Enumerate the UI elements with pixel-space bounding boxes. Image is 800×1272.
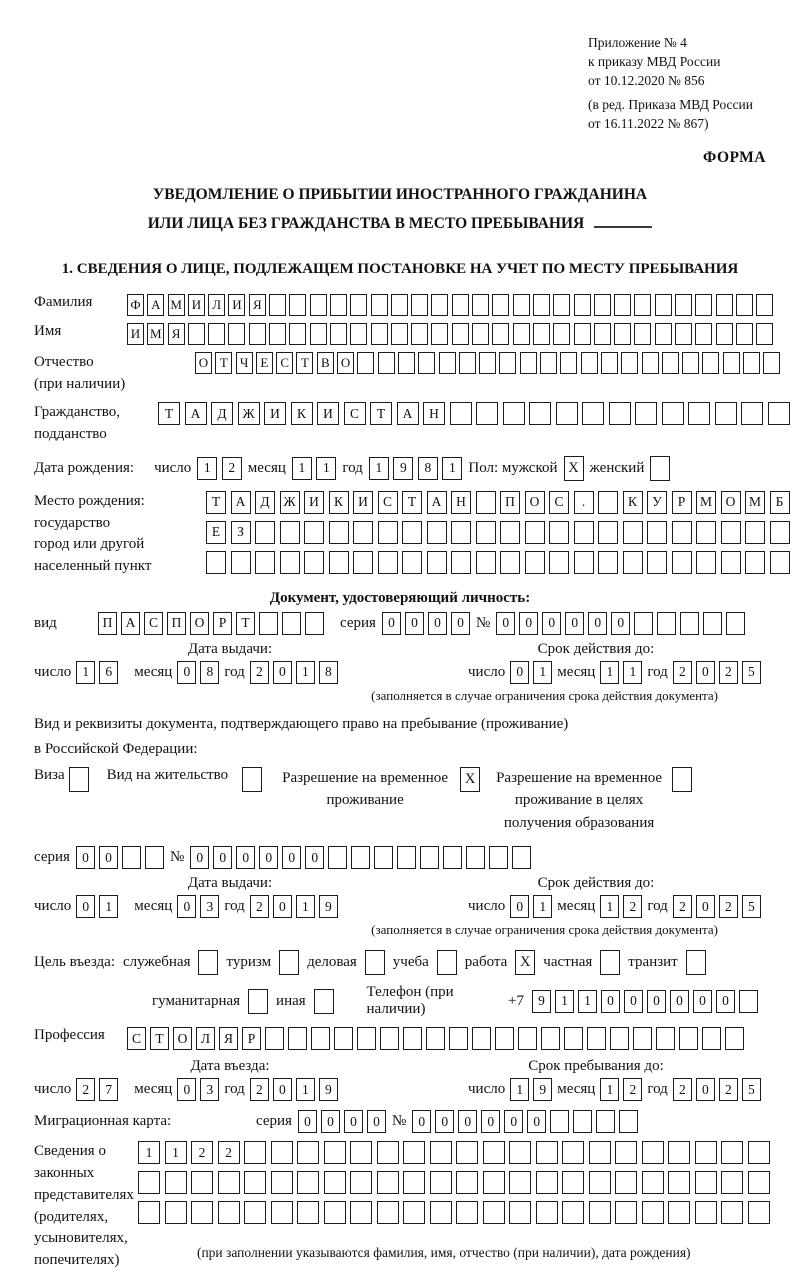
appendix-reference [588, 34, 766, 133]
issue-date-header: Дата выдачи: [187, 875, 273, 892]
day-label: число [34, 663, 72, 680]
stay-month-boxes[interactable]: 1 2 [600, 1078, 642, 1101]
permit-title [34, 712, 766, 763]
doc-number-boxes[interactable]: 0 0 0 0 0 0 [496, 612, 745, 635]
entry-day-boxes[interactable]: 2 7 [76, 1078, 118, 1101]
patronymic-boxes[interactable]: О Т Ч Е С Т В О [195, 352, 780, 374]
residence-permit-label: Вид на жительство [106, 766, 229, 783]
year-label: год [647, 663, 668, 680]
stay-year-boxes[interactable]: 2 0 2 5 [673, 1078, 761, 1101]
visa-checkbox[interactable] [69, 767, 89, 792]
surname-boxes[interactable]: Ф А М И Л И Я [127, 294, 773, 316]
birthplace-label-line1: Место рождения: [34, 492, 145, 509]
title-blank-line [594, 211, 652, 229]
issue-date-header: Дата выдачи: [187, 640, 273, 657]
purpose-work-checkbox[interactable]: X [515, 950, 535, 975]
temp-residence-edu-label-line1: Разрешение на временное [496, 769, 663, 786]
form-title-line2: ИЛИ ЛИЦА БЕЗ ГРАЖДАНСТВА В МЕСТО ПРЕБЫВАНИЯ [147, 215, 585, 233]
migcard-series-boxes[interactable]: 0 0 0 0 [298, 1110, 386, 1133]
appendix-line: от 10.12.2020 № 856 [588, 72, 705, 88]
profession-boxes[interactable]: С Т О Л Я Р [127, 1027, 744, 1050]
month-label: месяц [557, 663, 596, 680]
purpose-work-label: работа [464, 954, 508, 971]
sex-female-label: женский [589, 459, 645, 476]
day-label: число [468, 663, 506, 680]
valid-until-header: Срок действия до: [537, 875, 655, 892]
month-label: месяц [134, 1081, 173, 1098]
purpose-other-label: иная [276, 992, 306, 1009]
year-label: год [647, 898, 668, 915]
stay-until-header: Срок пребывания до: [528, 1058, 664, 1075]
purpose-study-checkbox[interactable] [437, 950, 457, 975]
temp-residence-checkbox[interactable]: X [460, 767, 480, 792]
birthplace-boxes-group [206, 491, 790, 581]
birthplace-row3-boxes[interactable] [206, 551, 790, 574]
purpose-business-label: деловая [307, 954, 357, 971]
profession-label: Профессия [34, 1027, 105, 1044]
birth-year-boxes[interactable]: 1 9 8 1 [369, 457, 463, 480]
forma-label: ФОРМА [702, 149, 766, 167]
day-label: число [468, 1081, 506, 1098]
citizenship-label-line2: подданство [34, 426, 107, 443]
stay-day-boxes[interactable]: 1 9 [510, 1078, 552, 1101]
migcard-number-label: № [391, 1113, 407, 1130]
doc-valid-month-boxes[interactable]: 1 1 [600, 661, 642, 684]
temp-residence-edu-label-line2: проживание в целях [514, 792, 644, 809]
legal-reps-label-line3: представителях [34, 1186, 134, 1203]
birthplace-label-line4: населенный пункт [34, 558, 152, 575]
temp-residence-edu-checkbox[interactable] [672, 767, 692, 792]
year-label: год [224, 663, 245, 680]
permit-series-label: серия [34, 849, 70, 866]
purpose-humanitarian-label: гуманитарная [152, 992, 241, 1009]
temp-residence-option [282, 767, 480, 812]
doc-valid-block [426, 641, 766, 684]
appendix-line: (в ред. Приказа МВД России [588, 96, 753, 112]
residence-permit-option [107, 767, 262, 792]
permit-valid-day-boxes[interactable]: 0 1 [510, 895, 552, 918]
birth-month-boxes[interactable]: 1 1 [292, 457, 337, 480]
entry-year-boxes[interactable]: 2 0 1 9 [250, 1078, 338, 1101]
doc-number-label: № [475, 614, 491, 631]
doc-issue-day-boxes[interactable]: 1 6 [76, 661, 118, 684]
entry-date-header: Дата въезда: [190, 1058, 270, 1075]
doc-issue-block [34, 641, 426, 684]
day-label: число [154, 459, 192, 476]
permit-number-label: № [169, 849, 185, 866]
month-label: месяц [134, 898, 173, 915]
appendix-line: от 16.11.2022 № 867) [588, 115, 709, 131]
birthplace-row1-boxes[interactable]: Т А Д Ж И К И С Т А Н П О С . К У Р М О М Б [206, 491, 790, 514]
purpose-study-label: учеба [392, 954, 429, 971]
doc-type-boxes[interactable]: П А С П О Р Т [98, 612, 324, 635]
year-label: год [224, 1081, 245, 1098]
migcard-number-boxes[interactable]: 0 0 0 0 0 0 [412, 1110, 638, 1133]
purpose-transit-checkbox[interactable] [686, 950, 706, 975]
entry-month-boxes[interactable]: 0 3 [177, 1078, 219, 1101]
birth-day-boxes[interactable]: 1 2 [197, 457, 242, 480]
legal-reps-boxes-group [138, 1141, 770, 1261]
permit-title-line1: Вид и реквизиты документа, подтверждающего право на пребывание (проживание) [34, 715, 569, 732]
permit-issue-month-boxes[interactable]: 0 3 [177, 895, 219, 918]
appendix-line: Приложение № 4 [588, 35, 687, 50]
birthplace-label-line2: государство [34, 514, 111, 531]
phone-prefix: +7 [508, 992, 525, 1009]
permit-title-line2: в Российской Федерации: [34, 741, 198, 758]
month-label: месяц [557, 898, 596, 915]
section1-heading: 1. СВЕДЕНИЯ О ЛИЦЕ, ПОДЛЕЖАЩЕМ ПОСТАНОВКЕ НА УЧЕТ ПО МЕСТУ ПРЕБЫВАНИЯ [61, 260, 739, 277]
sex-male-checkbox[interactable]: X [564, 456, 584, 481]
purpose-official-checkbox[interactable] [198, 950, 218, 975]
appendix-line: к приказу МВД России [588, 53, 721, 69]
month-label: месяц [134, 663, 173, 680]
patronymic-label-line1: Отчество [34, 353, 94, 370]
form-title-line1: УВЕДОМЛЕНИЕ О ПРИБЫТИИ ИНОСТРАННОГО ГРАЖДАНИНА [152, 186, 648, 204]
year-label: год [647, 1081, 668, 1098]
legal-reps-label-line2: законных [34, 1165, 95, 1182]
purpose-official-label: служебная [122, 954, 191, 971]
doc-series-label: серия [340, 614, 376, 631]
purpose-tourism-label: туризм [226, 954, 272, 971]
birthplace-row2-boxes[interactable]: Е З [206, 521, 790, 544]
doc-valid-day-boxes[interactable]: 0 1 [510, 661, 552, 684]
patronymic-label-line2: (при наличии) [34, 375, 126, 392]
purpose-private-checkbox[interactable] [600, 950, 620, 975]
name-boxes[interactable]: И М Я [127, 323, 773, 345]
permit-issue-year-boxes[interactable]: 2 0 1 9 [250, 895, 338, 918]
purpose-humanitarian-checkbox[interactable] [248, 989, 268, 1014]
stay-until-block [426, 1058, 766, 1101]
purpose-private-label: частная [543, 954, 593, 971]
permit-valid-month-boxes[interactable]: 1 2 [600, 895, 642, 918]
form-title [34, 181, 766, 238]
birthplace-label-line3: город или другой [34, 536, 145, 553]
purpose-transit-label: транзит [628, 954, 678, 971]
citizenship-boxes[interactable]: Т А Д Ж И К И С Т А Н [158, 402, 790, 425]
permit-number-boxes[interactable]: 0 0 0 0 0 0 [190, 846, 531, 869]
migration-card-label: Миграционная карта: [34, 1113, 172, 1130]
permit-series-boxes[interactable]: 0 0 [76, 846, 164, 869]
legal-reps-label-line6: попечителях) [34, 1252, 120, 1269]
temp-residence-edu-label [496, 767, 662, 835]
temp-residence-label-line2: проживание [326, 792, 404, 809]
name-label: Имя [34, 322, 62, 339]
legal-reps-row3-boxes[interactable] [138, 1201, 770, 1224]
year-label: год [342, 459, 363, 476]
sex-female-checkbox[interactable] [650, 456, 670, 481]
valid-until-header: Срок действия до: [537, 640, 655, 657]
surname-label: Фамилия [34, 293, 93, 310]
temp-residence-label-line1: Разрешение на временное [282, 769, 449, 786]
doc-issue-year-boxes[interactable]: 2 0 1 8 [250, 661, 338, 684]
month-label: месяц [557, 1081, 596, 1098]
birthplace-label [34, 491, 206, 578]
birthdate-label: Дата рождения: [34, 459, 135, 476]
visa-option [34, 767, 89, 792]
permit-valid-year-boxes[interactable]: 2 0 2 5 [673, 895, 761, 918]
month-label: месяц [247, 459, 286, 476]
legal-reps-label-line1: Сведения о [34, 1143, 106, 1160]
permit-issue-day-boxes[interactable]: 0 1 [76, 895, 118, 918]
purpose-other-checkbox[interactable] [314, 989, 334, 1014]
identity-doc-heading: Документ, удостоверяющий личность: [269, 589, 531, 606]
purpose-tourism-checkbox[interactable] [279, 950, 299, 975]
legal-reps-row2-boxes[interactable] [138, 1171, 770, 1194]
temp-residence-label [282, 767, 448, 812]
temp-residence-edu-option [496, 767, 692, 835]
doc-issue-month-boxes[interactable]: 0 8 [177, 661, 219, 684]
day-label: число [34, 1081, 72, 1098]
purpose-business-checkbox[interactable] [365, 950, 385, 975]
residence-permit-checkbox[interactable] [242, 767, 262, 792]
permit-issue-block [34, 875, 426, 918]
phone-boxes[interactable]: 9 1 1 0 0 0 0 0 0 [532, 990, 758, 1013]
visa-label: Виза [34, 766, 65, 783]
year-label: год [224, 898, 245, 915]
patronymic-label [34, 352, 195, 396]
sex-male-label: Пол: мужской [468, 459, 558, 476]
day-label: число [468, 898, 506, 915]
temp-residence-edu-label-line3: получения образования [503, 814, 655, 831]
phone-label: Телефон (при наличии) [366, 984, 454, 1018]
validity-note: (заполняется в случае ограничения срока действия документа) [371, 922, 718, 938]
day-label: число [34, 898, 72, 915]
legal-reps-row1-boxes[interactable]: 1 1 2 2 [138, 1141, 770, 1164]
migcard-series-label: серия [256, 1113, 292, 1130]
legal-reps-label-line5: усыновителях, [34, 1230, 128, 1247]
doc-valid-year-boxes[interactable]: 2 0 2 5 [673, 661, 761, 684]
purpose-label: Цель въезда: [34, 954, 115, 971]
doc-kind-label: вид [34, 614, 57, 631]
permit-valid-block [426, 875, 766, 918]
citizenship-label-line1: Гражданство, [34, 404, 121, 421]
legal-reps-note: (при заполнении указываются фамилия, имя, отчество (при наличии), дата рождения) [196, 1245, 691, 1261]
validity-note: (заполняется в случае ограничения срока действия документа) [371, 687, 718, 703]
legal-reps-label-line4: (родителях, [34, 1208, 109, 1225]
entry-date-block [34, 1058, 426, 1101]
citizenship-label [34, 402, 158, 446]
doc-series-boxes[interactable]: 0 0 0 0 [382, 612, 470, 635]
